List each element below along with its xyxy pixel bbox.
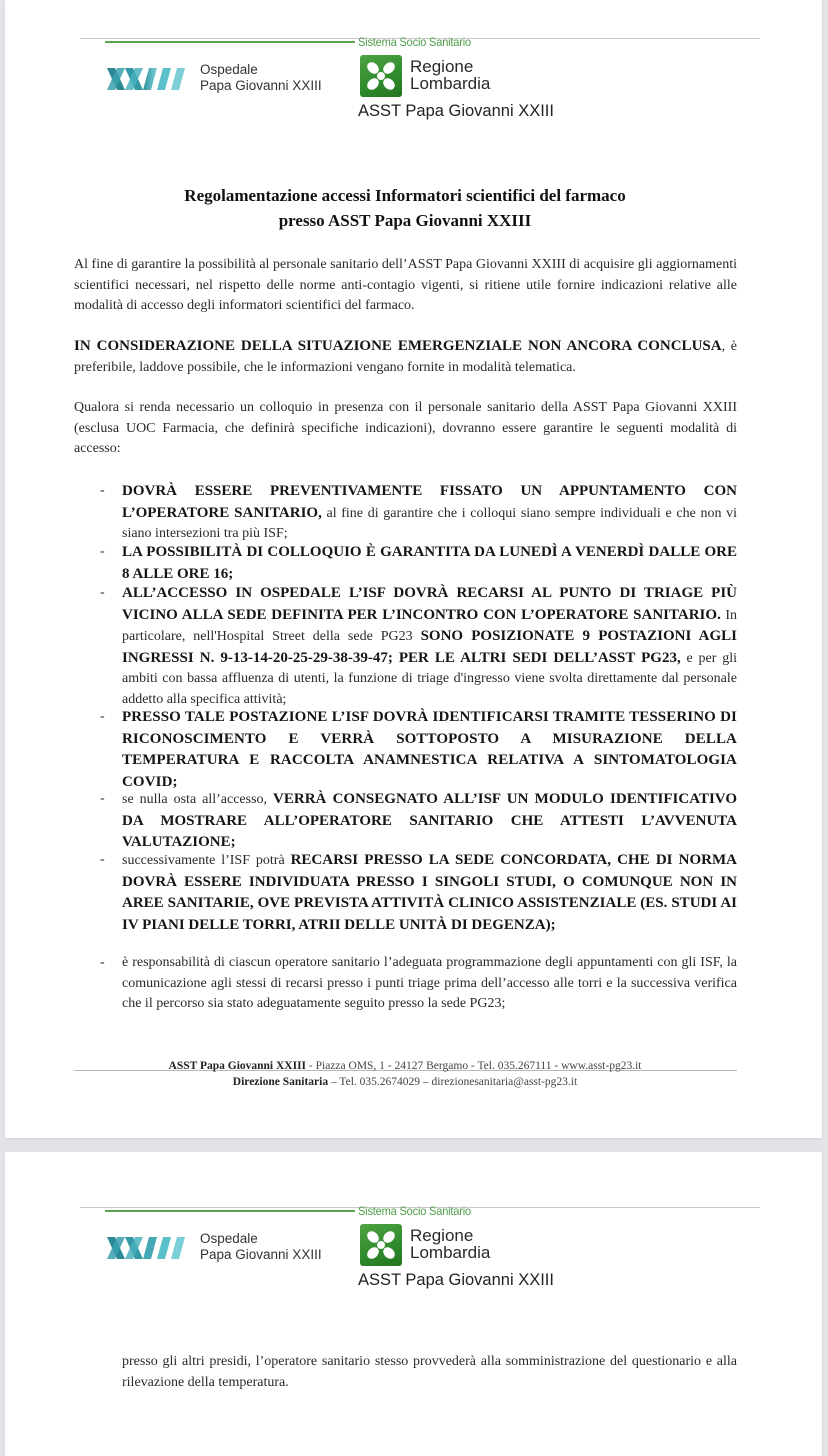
- lombardia-logo: [360, 55, 402, 97]
- list-dash: -: [100, 585, 105, 600]
- document-page-1: [5, 0, 822, 1138]
- hospital-xxiii-logo: [107, 1235, 193, 1261]
- lombardia-rose-icon: [360, 55, 402, 97]
- list-item: - PRESSO TALE POSTAZIONE L’ISF DOVRÀ IDENTIFICARSI TRAMITE TESSERINO DI RICONOSCIMENTO E VERRÀ SOTTOPOSTO A MISURAZIONE DELLA TEMPERATURA E RACCOLTA ANAMNESTICA RELATIVA A SINTOMATOLOGIA COVID;: [100, 709, 737, 790]
- list-dash: -: [100, 483, 105, 498]
- list-item: - ALL’ACCESSO IN OSPEDALE L’ISF DOVRÀ RECARSI AL PUNTO DI TRIAGE PIÙ VICINO ALLA SEDE DEFINITA PER L’INCONTRO CON L’OPERATORE SANITARIO. In particolare, nell'Hospital Street della sede PG23 SONO POSIZIONATE 9 POSTAZIONI AGLI INGRESSI N. 9-13-14-20-25-29-38-39-47; PER LE ALTRI SEDI DELL’ASST PG23, e per gli ambiti con bassa affluenza di utenti, la funzione di triage d'ingresso viene svolta direttamente dal personale addetto alla specifica attività;: [100, 585, 737, 707]
- continuation-paragraph: presso gli altri presidi, l’operatore sanitario stesso provvederà alla somministrazione del questionario e alla rilevazione della temperatura.: [122, 1354, 737, 1390]
- list-item: - se nulla osta all’accesso, VERRÀ CONSEGNATO ALL’ISF UN MODULO IDENTIFICATIVO DA MOSTRARE ALL’OPERATORE SANITARIO CHE ATTESTI L’AVVENUTA VALUTAZIONE;: [100, 791, 737, 851]
- list-dash: -: [100, 852, 105, 867]
- list-item: - DOVRÀ ESSERE PREVENTIVAMENTE FISSATO UN APPUNTAMENTO CON L’OPERATORE SANITARIO, al fine di garantire che i colloqui siano sempre individuali e che non vi siano intersezioni tra più ISF;: [100, 483, 737, 542]
- list-dash: -: [100, 955, 105, 970]
- list-item: - LA POSSIBILITÀ DI COLLOQUIO È GARANTITA DA LUNEDÌ A VENERDÌ DALLE ORE 8 ALLE ORE 16;: [100, 544, 737, 582]
- hospital-xxiii-logo: [107, 66, 193, 92]
- system-label: Sistema Socio Sanitario: [358, 35, 471, 49]
- lombardia-logo: [360, 1224, 402, 1266]
- letterhead: [5, 0, 822, 130]
- list-dash: -: [100, 709, 105, 724]
- letterhead: [5, 1169, 822, 1299]
- asst-name: ASST Papa Giovanni XXIII: [358, 1271, 554, 1289]
- hospital-name: Ospedale Papa Giovanni XXIII: [200, 62, 322, 93]
- list-item: - successivamente l’ISF potrà RECARSI PRESSO LA SEDE CONCORDATA, CHE DI NORMA DOVRÀ ESSERE INDIVIDUATA PRESSO I SINGOLI STUDI, O COMUNQUE NON IN AREE SANITARIE, OVE PREVISTA ATTIVITÀ CLINICO ASSISTENZIALE (ES. STUDI AI IV PIANI DELLE TORRI, ATRII DELLE UNITÀ DI DEGENZA);: [100, 852, 737, 933]
- header-green-line: [105, 1210, 355, 1212]
- list-dash: -: [100, 544, 105, 559]
- list-dash: -: [100, 791, 105, 806]
- asst-name: ASST Papa Giovanni XXIII: [358, 102, 554, 120]
- document-title: Regolamentazione accessi Informatori scientifici del farmaco presso ASST Papa Giovanni XXIII: [184, 186, 626, 230]
- header-green-line: [105, 41, 355, 43]
- list-item: - è responsabilità di ciascun operatore sanitario l’adeguata programmazione degli appuntamenti con gli ISF, la comunicazione agli stessi di recarsi presso i punti triage prima dell’accesso alle torri e la successiva verifica che il percorso sia stato adeguatamente seguito presso la sede PG23;: [100, 955, 737, 1012]
- intro-paragraph: Al fine di garantire la possibilità al personale sanitario dell’ASST Papa Giovanni XXIII di acquisire gli aggiornamenti scientifici necessari, nel rispetto delle norme anti-contagio vigenti, si ritiene utile fornire indicazioni relative alle modalità di accesso degli informatori scientifici del farmaco.: [74, 257, 737, 314]
- system-label: Sistema Socio Sanitario: [358, 1204, 471, 1218]
- region-name: Regione Lombardia: [410, 1226, 491, 1262]
- document-page-2: [5, 1152, 822, 1456]
- hospital-name: Ospedale Papa Giovanni XXIII: [200, 1231, 322, 1262]
- footer-address: ASST Papa Giovanni XXIII - Piazza OMS, 1 - 24127 Bergamo - Tel. 035.267111 - www.asst-pg23.it: [168, 1060, 642, 1072]
- conditions-paragraph: Qualora si renda necessario un colloquio in presenza con il personale sanitario della ASST Papa Giovanni XXIII (esclusa UOC Farmacia, che definirà specifiche indicazioni), dovranno essere garantire le seguenti modalità di accesso:: [74, 400, 737, 457]
- lombardia-rose-icon: [360, 1224, 402, 1266]
- emergency-paragraph: IN CONSIDERAZIONE DELLA SITUAZIONE EMERGENZIALE NON ANCORA CONCLUSA, è preferibile, laddove possibile, che le informazioni vengano fornite in modalità telematica.: [74, 338, 737, 375]
- region-name: Regione Lombardia: [410, 57, 491, 93]
- footer-contacts: Direzione Sanitaria – Tel. 035.2674029 – direzionesanitaria@asst-pg23.it: [232, 1076, 578, 1088]
